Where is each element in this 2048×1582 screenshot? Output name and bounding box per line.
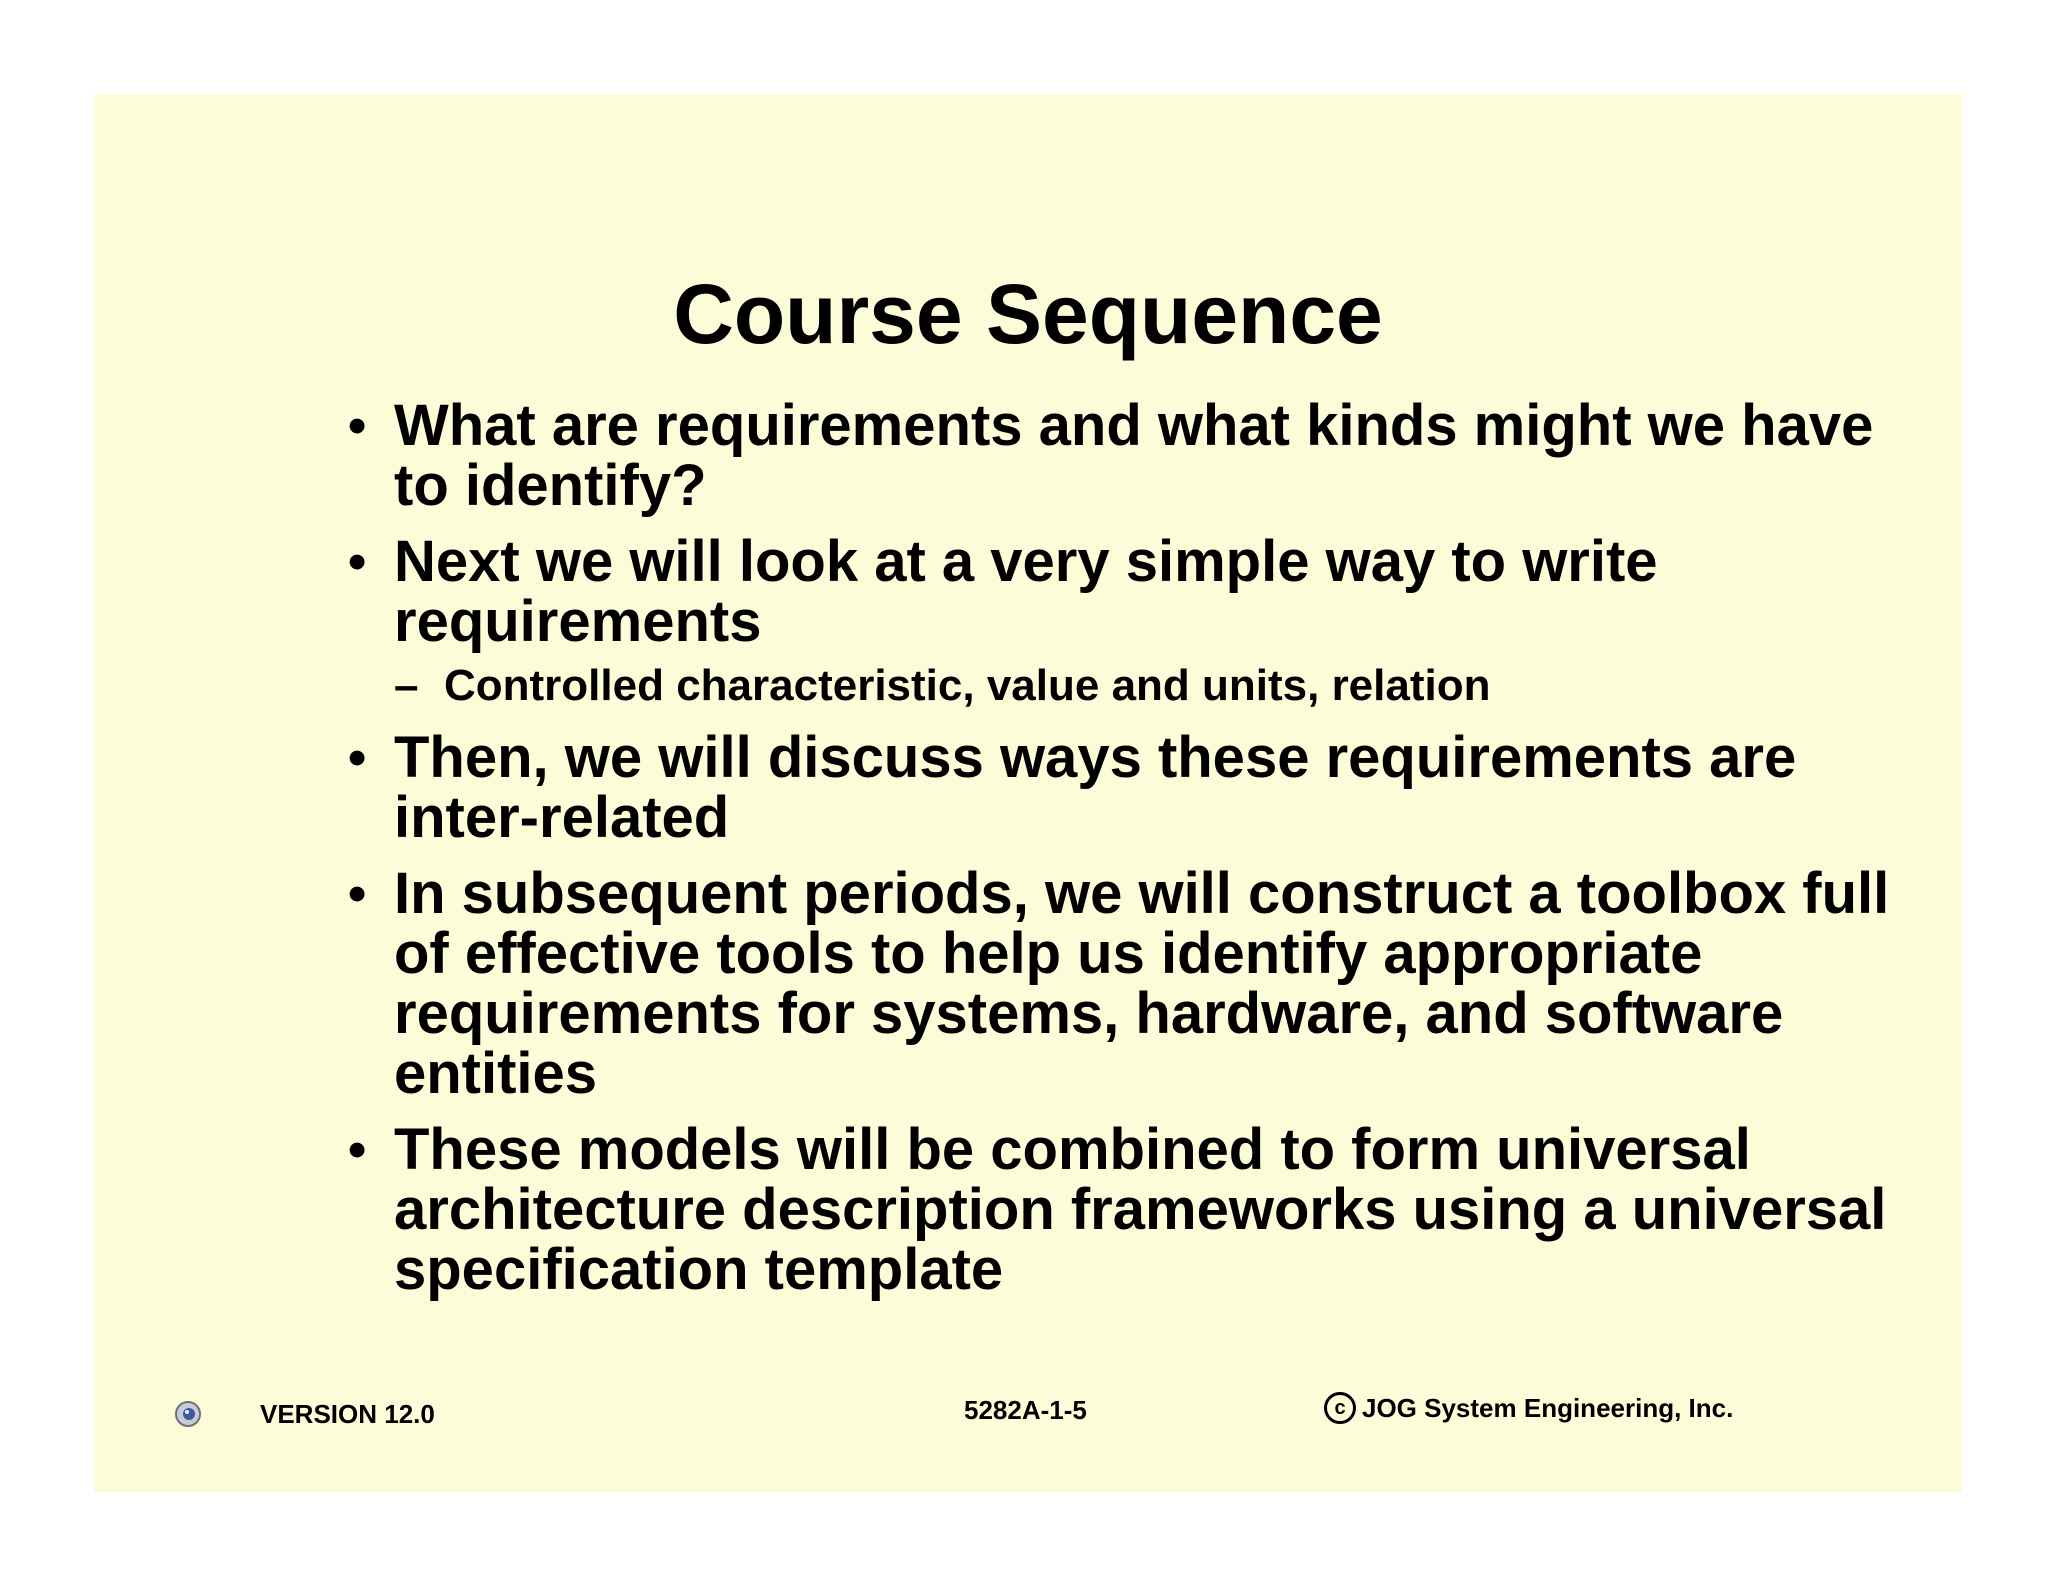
bullet-item bbox=[334, 725, 1894, 850]
bullet-item bbox=[334, 861, 1894, 1106]
bullet-text: Then, we will discuss ways these requirements are inter-related bbox=[394, 725, 1797, 850]
bullet-glyph: • bbox=[348, 533, 367, 591]
slide-title: Course Sequence bbox=[673, 267, 1383, 361]
footer-copyright bbox=[1324, 1392, 1733, 1424]
bullet-item bbox=[334, 393, 1894, 518]
speaker-icon[interactable] bbox=[174, 1400, 202, 1428]
bullet-text: What are requirements and what kinds might we have to identify? bbox=[394, 393, 1874, 518]
sub-bullet-item bbox=[394, 660, 1894, 712]
bullet-glyph: • bbox=[348, 397, 367, 455]
bullet-glyph: • bbox=[348, 1121, 367, 1179]
footer-slide-code: 5282A-1-5 bbox=[964, 1395, 1087, 1425]
bullet-text: These models will be combined to form universal architecture description frameworks using a universal specification template bbox=[394, 1117, 1887, 1302]
bullet-glyph: • bbox=[348, 865, 367, 923]
bullet-glyph: • bbox=[348, 729, 367, 787]
copyright-icon: c bbox=[1324, 1392, 1356, 1424]
sub-bullet-glyph: – bbox=[394, 661, 419, 710]
bullet-text: In subsequent periods, we will construct a toolbox full of effective tools to help us identify appropriate requirements for systems, hardware, and software entities bbox=[394, 861, 1890, 1106]
sub-bullet-list bbox=[394, 660, 1894, 712]
footer-version: VERSION 12.0 bbox=[260, 1399, 435, 1429]
bullet-item bbox=[334, 1117, 1894, 1302]
sub-bullet-text: Controlled characteristic, value and units, relation bbox=[444, 661, 1491, 710]
bullet-list bbox=[334, 393, 1894, 1316]
slide bbox=[94, 94, 1962, 1492]
bullet-text: Next we will look at a very simple way to write requirements bbox=[394, 529, 1658, 654]
copyright-text: JOG System Engineering, Inc. bbox=[1362, 1393, 1734, 1423]
bullet-item bbox=[334, 529, 1894, 712]
